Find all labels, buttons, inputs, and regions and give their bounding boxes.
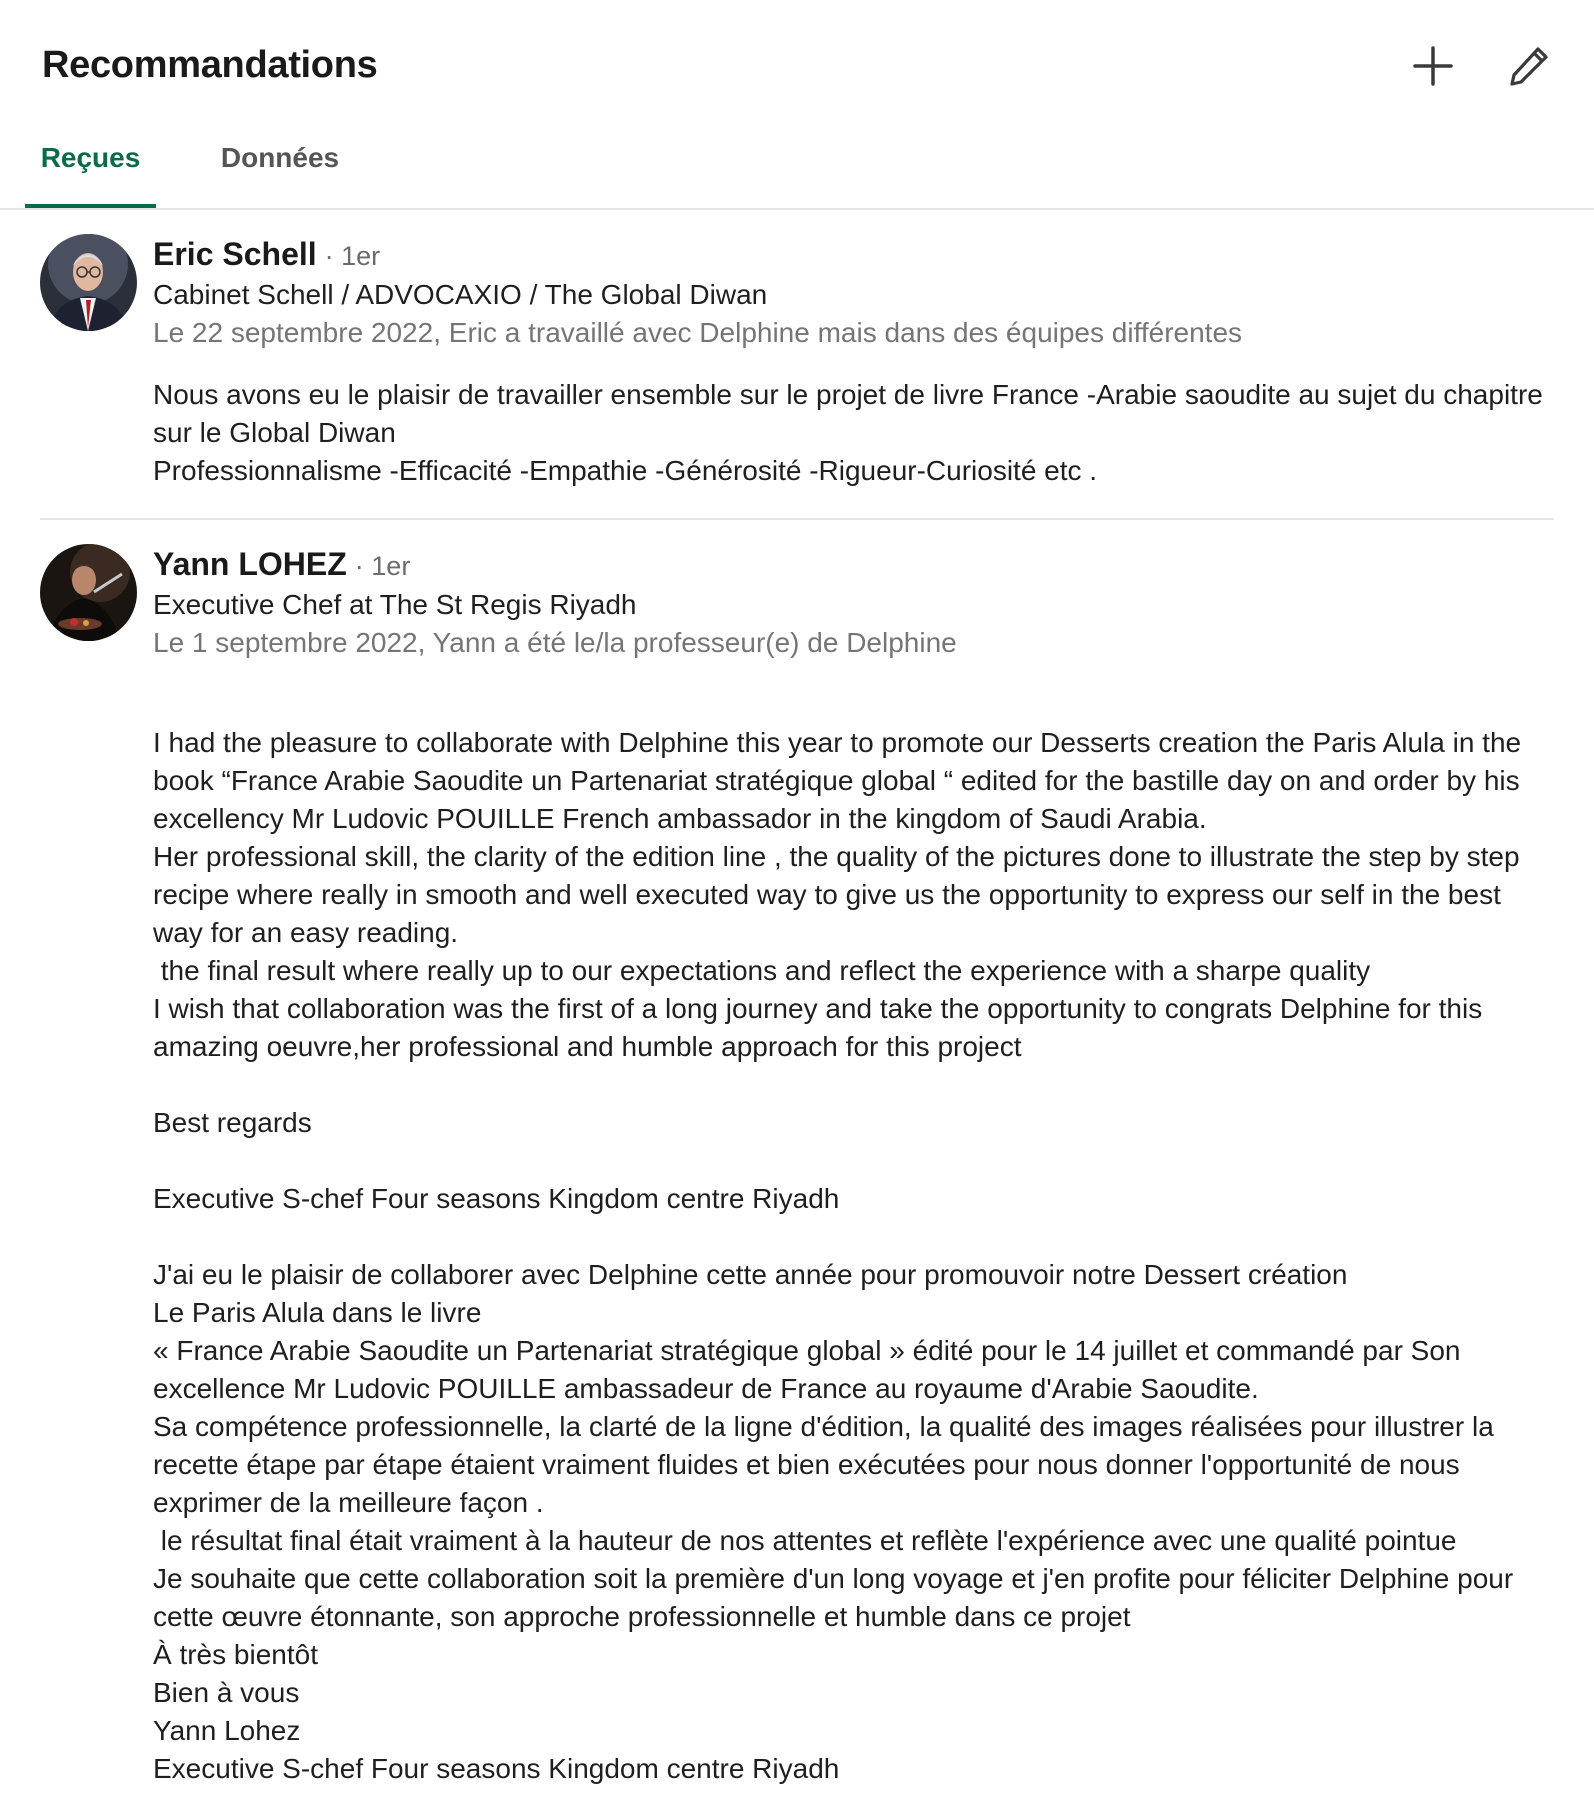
plus-icon: [1412, 45, 1454, 87]
recommendation-relation: Le 22 septembre 2022, Eric a travaillé avec Delphine mais dans des équipes différentes: [153, 317, 1243, 348]
recommender-headline: Executive Chef at The St Regis Riyadh: [153, 589, 637, 620]
avatar-photo-icon: [40, 234, 137, 331]
page-title: Recommandations: [42, 44, 378, 86]
avatar[interactable]: [40, 234, 137, 331]
avatar-photo-icon: [40, 544, 137, 641]
divider: [40, 518, 1554, 520]
recommender-name-line: [153, 542, 1554, 586]
edit-recommendations-button[interactable]: [1502, 39, 1556, 93]
recommender-name-line: [153, 232, 1554, 276]
recommender-headline: Cabinet Schell / ADVOCAXIO / The Global Diwan: [153, 279, 768, 310]
recommender-name[interactable]: Yann LOHEZ: [153, 546, 347, 582]
recommendation-tabs: [0, 130, 1594, 210]
recommendation-text: Nous avons eu le plaisir de travailler ensemble sur le projet de livre France -Arabie saoudite au sujet du chapitre sur le Global Diwan Professionnalisme -Efficacité -Empathie -Générosité -Rigueur-Curiosité etc .: [153, 379, 1543, 486]
recommendation-text: I had the pleasure to collaborate with Delphine this year to promote our Desserts creation the Paris Alula in the book “France Arabie Saoudite un Partenariat stratégique global “ edited for the bastille day on and order by his excellency Mr Ludovic POUILLE French ambassador in the kingdom of Saudi Arabia. Her professional skill, the clarity of the edition line , the quality of the pictures done to illustrate the step by step recipe where really in smooth and well executed way to give us the opportunity to express our self in the best way for an easy reading. the final result where really up to our expectations and reflect the experience with a sharpe quality I wish that collaboration was the first of a long journey and take the opportunity to congrats Delphine for this amazing oeuvre,her professional and humble approach for this project Best regards Executive S-chef Four seasons Kingdom centre Riyadh J'ai eu le plaisir de collaborer avec Delphine cette année pour promouvoir notre Dessert création Le Paris Alula dans le livre « France Arabie Saoudite un Partenariat stratégique global » édité pour le 14 juillet et commandé par Son excellence Mr Ludovic POUILLE ambassadeur de France au royaume d'Arabie Saoudite. Sa compétence professionnelle, la clarté de la ligne d'édition, la qualité des images réalisées pour illustrer la recette étape par étape étaient vraiment fluides et bien exécutées pour nous donner l'opportunité de nous exprimer de la meilleure façon . le résultat final était vraiment à la hauteur de nos attentes et reflète l'expérience avec une qualité pointue Je souhaite que cette collaboration soit la première d'un long voyage et j'en profite pour féliciter Delphine pour cette œuvre étonnante, son approche professionnelle et humble dans ce projet À très bientôt Bien à vous Yann Lohez Executive S-chef Four seasons Kingdom centre Riyadh: [153, 727, 1522, 1784]
tab-recues[interactable]: Reçues: [25, 130, 156, 208]
connection-degree: · 1er: [324, 241, 381, 271]
connection-degree: · 1er: [354, 551, 411, 581]
avatar[interactable]: [40, 544, 137, 641]
recommendations-header: [0, 0, 1594, 210]
recommendation-relation: Le 1 septembre 2022, Yann a été le/la professeur(e) de Delphine: [153, 627, 957, 658]
recommender-name[interactable]: Eric Schell: [153, 236, 317, 272]
pencil-icon: [1507, 44, 1551, 88]
tab-donnees[interactable]: Données: [220, 142, 340, 173]
add-recommendation-button[interactable]: [1406, 39, 1460, 93]
